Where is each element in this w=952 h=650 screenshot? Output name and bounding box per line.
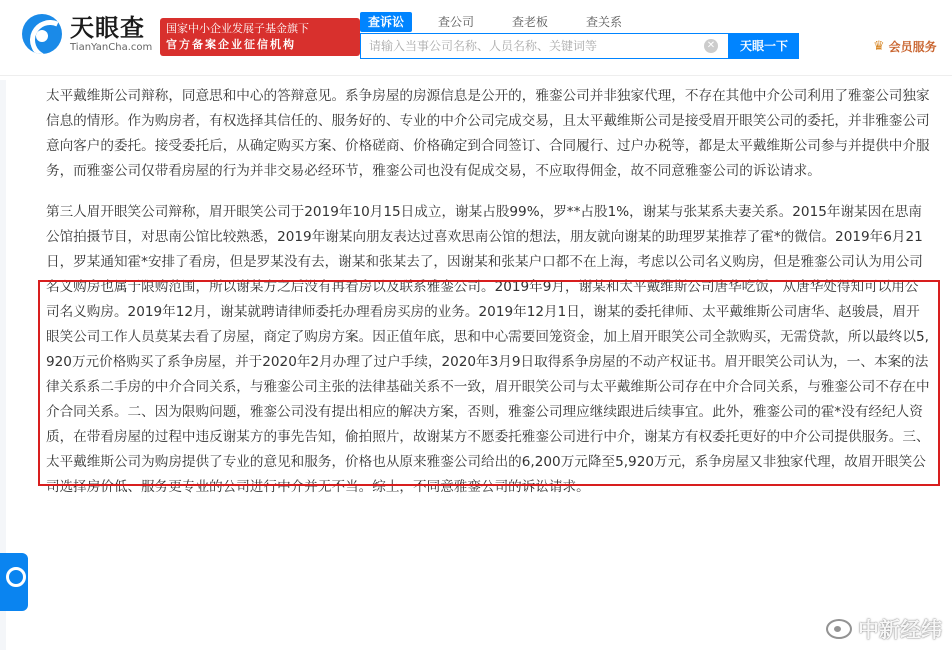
search-box	[360, 33, 729, 59]
site-logo[interactable]	[22, 14, 152, 54]
search-tabs	[360, 12, 652, 32]
search-input[interactable]	[361, 34, 691, 58]
badge-line-1: 国家中小企业发展子基金旗下	[166, 22, 309, 35]
logo-domain: TianYanCha.com	[70, 42, 153, 53]
paragraph-taiping-defense: 太平戴维斯公司辩称，同意思和中心的答辩意见。系争房屋的房源信息是公开的，雅銮公司并非独家代理，不存在其他中介公司利用了雅銮公司独家信息的情形。作为购房者，有权选择其信任的、服务好的、专业的中介公司完成交易，且太平戴维斯公司是接受眉开眼笑公司的委托，并非雅銮公司意向客户的委托。接受委托后，从确定购买方案、价格磋商、价格确定到合同签订、合同履行、过户办税等，都是太平戴维斯公司参与并提供中介服务，而雅銮公司仅带看房屋的行为并非交易必经环节，雅銮公司也没有促成交易，不应取得佣金，故不同意雅銮公司的诉讼请求。	[46, 88, 930, 179]
watermark	[826, 614, 942, 644]
search-button[interactable]: 天眼一下	[729, 33, 799, 59]
paragraph-third-party-defense: 第三人眉开眼笑公司辩称，眉开眼笑公司于2019年10月15日成立，谢某占股99%，罗**占股1%，谢某与张某系夫妻关系。2015年谢某因在思南公馆拍摄节目，对思南公馆比较熟悉，2019年谢某向朋友表达过喜欢思南公馆的想法，朋友就向谢某的助理罗某推荐了霍*的微信。2019年6月21日，罗某通知霍*安排了看房，但是罗某没有去，谢某和张某去了，因谢某和张某户口都不在上海，考虑以公司名义购房，但是雅銮公司认为用公司名义购房也属于限购范围，所以谢某方之后没有再看房以及联系雅銮公司。2019年9月，谢某和太平戴维斯公司唐华吃饭，从唐华处得知可以用公司名义购房。2019年12月，谢某就聘请律师委托办理看房买房的业务。2019年12月1日，谢某的委托律师、太平戴维斯公司唐华、赵骏晨，眉开眼笑公司工作人员莫某去看了房屋，商定了购房方案。因正值年底，思和中心需要回笼资金，加上眉开眼笑公司全款购买，无需贷款，所以最终以5,920万元价格购买了系争房屋，并于2020年2月办理了过户手续，2020年3月9日取得系争房屋的不动产权证书。眉开眼笑公司认为，一、本案的法律关系系二手房的中介合同关系，与雅銮公司主张的法律基础关系不一致，眉开眼笑公司与太平戴维斯公司存在中介合同关系，与雅銮公司不存在中介合同关系。二、因为限购问题，雅銮公司没有提出相应的解决方案，否则，雅銮公司理应继续跟进后续事宜。此外，雅銮公司的霍*没有经纪人资质，在带看房屋的过程中违反谢某方的事先告知，偷拍照片，故谢某方不愿委托雅銮公司进行中介，谢某方有权委托更好的中介公司提供服务。三、太平戴维斯公司为购房提供了专业的意见和服务，价格也从原来雅銮公司给出的6,200万元降至5,920万元，系争房屋又非独家代理，故眉开眼笑公司选择房价低、服务更专业的公司进行中介并无不当。综上，不同意雅銮公司的诉讼请求。	[46, 204, 930, 495]
badge-line-2: 官方备案企业征信机构	[166, 38, 296, 51]
site-header	[0, 0, 952, 76]
watermark-text: 中新经纬	[858, 618, 942, 642]
vip-service-link[interactable]	[873, 38, 937, 55]
eye-logo-icon	[22, 14, 62, 54]
tab-company[interactable]: 查公司	[438, 15, 475, 29]
vip-label: 会员服务	[888, 40, 937, 54]
logo-title: 天眼查	[70, 14, 145, 42]
tab-relation[interactable]: 查关系	[586, 15, 623, 29]
tab-lawsuit[interactable]: 查诉讼	[360, 12, 412, 32]
judgment-text	[46, 84, 932, 500]
clear-icon[interactable]: ✕	[704, 39, 718, 53]
credential-badge	[160, 18, 360, 56]
crown-icon: ♛	[873, 39, 885, 54]
weibo-icon	[826, 619, 852, 639]
floating-service-widget[interactable]	[0, 553, 28, 611]
tab-boss[interactable]: 查老板	[512, 15, 549, 29]
